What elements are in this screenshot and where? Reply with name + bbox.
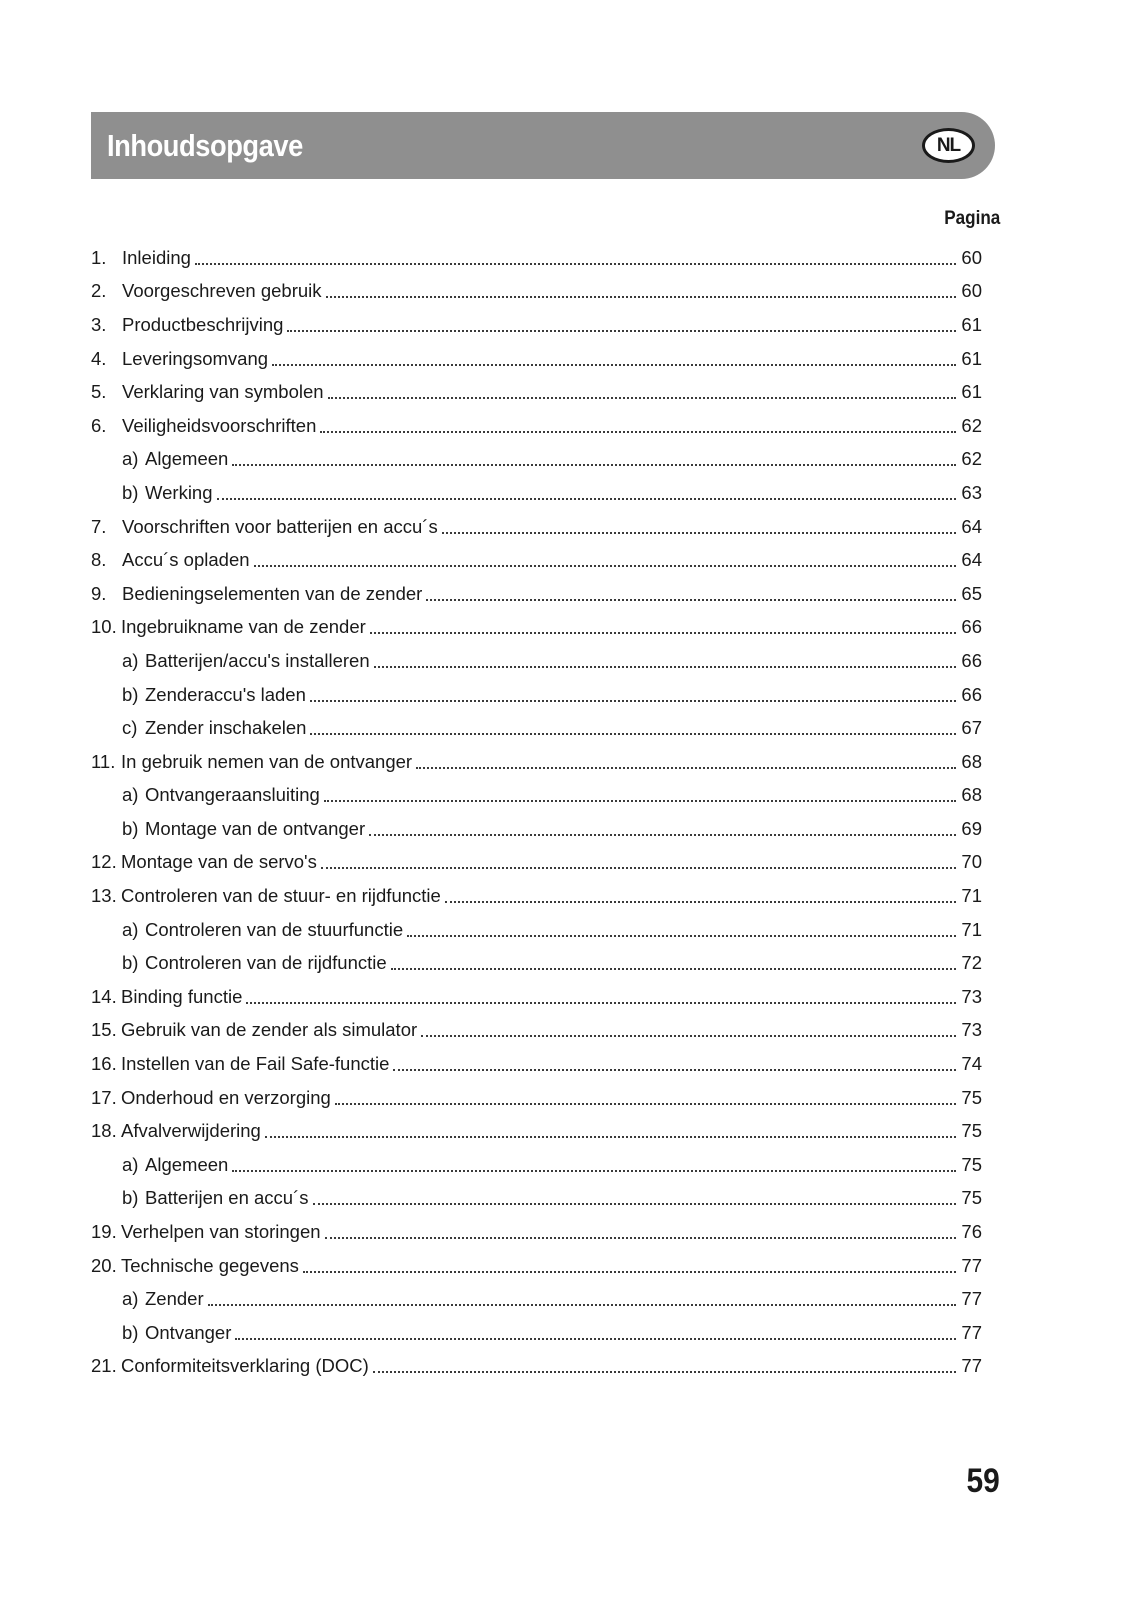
dot-leader (313, 1203, 956, 1205)
toc-entry-number: 4. (91, 347, 107, 369)
dot-leader (232, 464, 956, 466)
toc-entry-title: Accu´s opladen (122, 549, 250, 571)
toc-entry-title: Ontvangeraansluiting (145, 784, 320, 806)
toc-entry-page: 75 (961, 1187, 982, 1209)
toc-entry-number: a) (122, 1153, 139, 1175)
dot-leader (324, 800, 956, 802)
toc-entry-title: Conformiteitsverklaring (DOC) (121, 1355, 369, 1377)
toc-entry-page: 62 (961, 414, 982, 436)
toc-entry[interactable] (91, 1114, 982, 1148)
toc-subentry[interactable] (91, 946, 982, 980)
dot-leader (326, 296, 956, 298)
toc-entry-page: 60 (961, 280, 982, 302)
toc-entry-page: 75 (961, 1086, 982, 1108)
toc-entry-number: a) (122, 448, 139, 470)
toc-subentry[interactable] (91, 779, 982, 813)
toc-entry-title: Productbeschrijving (122, 313, 284, 335)
toc-entry-page: 60 (961, 246, 982, 268)
dot-leader (310, 733, 956, 735)
toc-entry-title: Controleren van de stuur- en rijdfunctie (121, 885, 441, 907)
toc-entry-title: Algemeen (145, 1153, 229, 1175)
toc-subentry[interactable] (91, 1148, 982, 1182)
toc-entry-page: 66 (961, 616, 982, 638)
dot-leader (195, 263, 956, 265)
dot-leader (321, 867, 956, 869)
toc-entry[interactable] (91, 375, 982, 409)
toc-entry[interactable] (91, 543, 982, 577)
toc-entry-title: Verhelpen van storingen (121, 1221, 321, 1243)
page-number: 59 (966, 1462, 1000, 1500)
toc-subentry[interactable] (91, 1282, 982, 1316)
language-badge-label: NL (936, 134, 961, 156)
toc-entry-title: Batterijen en accu´s (145, 1187, 309, 1209)
toc-entry-number: 20. (91, 1254, 117, 1276)
page-column-label: Pagina (943, 208, 1000, 229)
dot-leader (445, 901, 956, 903)
dot-leader (217, 498, 956, 500)
dot-leader (426, 599, 956, 601)
toc-entry-page: 75 (961, 1120, 982, 1142)
toc-subentry[interactable] (91, 711, 982, 745)
toc-entry-page: 75 (961, 1153, 982, 1175)
toc-subentry[interactable] (91, 644, 982, 678)
toc-entry-number: 15. (91, 1019, 117, 1041)
toc-entry-title: Controleren van de stuurfunctie (145, 918, 404, 940)
toc-entry-title: Batterijen/accu's installeren (145, 649, 370, 671)
toc-entry-number: 9. (91, 582, 107, 604)
toc-subentry[interactable] (91, 812, 982, 846)
toc-entry-title: Onderhoud en verzorging (121, 1086, 331, 1108)
toc-entry-title: Voorgeschreven gebruik (122, 280, 322, 302)
toc-subentry[interactable] (91, 1182, 982, 1216)
page-title: Inhoudsopgave (107, 128, 303, 163)
toc-entry-number: a) (122, 918, 139, 940)
toc-entry[interactable] (91, 342, 982, 376)
toc-entry-title: Instellen van de Fail Safe-functie (121, 1053, 390, 1075)
toc-entry-number: 21. (91, 1355, 117, 1377)
dot-leader (374, 666, 956, 668)
toc-entry-page: 73 (961, 985, 982, 1007)
toc-entry-number: 12. (91, 851, 117, 873)
toc-entry-number: b) (122, 481, 139, 503)
toc-entry-number: 1. (91, 246, 107, 268)
toc-entry-title: Bedieningselementen van de zender (122, 582, 423, 604)
toc-entry-title: Algemeen (145, 448, 229, 470)
toc-entry-title: Leveringsomvang (122, 347, 269, 369)
toc-entry-page: 61 (961, 313, 982, 335)
toc-entry[interactable] (91, 1215, 982, 1249)
toc-subentry[interactable] (91, 1316, 982, 1350)
toc-subentry[interactable] (91, 476, 982, 510)
toc-entry-page: 77 (961, 1321, 982, 1343)
toc-entry-title: Verklaring van symbolen (122, 381, 324, 403)
toc-entry[interactable] (91, 1350, 982, 1384)
toc-entry-page: 69 (961, 817, 982, 839)
dot-leader (369, 834, 956, 836)
toc-entry-title: Afvalverwijdering (121, 1120, 261, 1142)
toc-entry-title: Montage van de ontvanger (145, 817, 366, 839)
toc-entry-title: Ingebruikname van de zender (121, 616, 366, 638)
dot-leader (246, 1002, 956, 1004)
toc-entry[interactable] (91, 275, 982, 309)
toc-entry-number: 17. (91, 1086, 117, 1108)
toc-entry-page: 66 (961, 683, 982, 705)
dot-leader (320, 431, 956, 433)
toc-entry[interactable] (91, 745, 982, 779)
toc-entry-page: 73 (961, 1019, 982, 1041)
toc-entry[interactable] (91, 241, 982, 275)
toc-entry-number: a) (122, 1288, 139, 1310)
dot-leader (328, 397, 956, 399)
toc-entry-page: 64 (961, 515, 982, 537)
toc-subentry[interactable] (91, 443, 982, 477)
toc-entry-page: 77 (961, 1288, 982, 1310)
toc-entry-title: Zenderaccu's laden (145, 683, 306, 705)
dot-leader (235, 1338, 956, 1340)
toc-entry-title: Veiligheidsvoorschriften (122, 414, 317, 436)
toc-entry-title: Gebruik van de zender als simulator (121, 1019, 418, 1041)
toc-entry-number: 19. (91, 1221, 117, 1243)
toc-entry-page: 74 (961, 1053, 982, 1075)
dot-leader (265, 1136, 956, 1138)
toc-entry-title: Technische gegevens (121, 1254, 299, 1276)
toc-entry-page: 62 (961, 448, 982, 470)
dot-leader (335, 1103, 956, 1105)
toc-entry-title: Montage van de servo's (121, 851, 317, 873)
toc-entry-page: 77 (961, 1355, 982, 1377)
toc-entry[interactable] (91, 611, 982, 645)
toc-entry-number: 10. (91, 616, 117, 638)
toc-entry-number: 8. (91, 549, 107, 571)
toc-entry-title: Ontvanger (145, 1321, 232, 1343)
toc-entry-page: 67 (961, 717, 982, 739)
dot-leader (421, 1035, 956, 1037)
toc-entry-title: Zender inschakelen (145, 717, 307, 739)
toc-entry-number: b) (122, 683, 139, 705)
table-of-contents (91, 241, 982, 1383)
toc-entry-title: Werking (145, 481, 213, 503)
toc-entry-page: 63 (961, 481, 982, 503)
dot-leader (416, 767, 956, 769)
toc-entry-page: 70 (961, 851, 982, 873)
toc-entry-number: 5. (91, 381, 107, 403)
toc-entry-number: a) (122, 649, 139, 671)
toc-entry-number: 6. (91, 414, 107, 436)
toc-entry-title: Zender (145, 1288, 204, 1310)
toc-entry-page: 68 (961, 750, 982, 772)
dot-leader (373, 1371, 956, 1373)
toc-entry[interactable] (91, 1081, 982, 1115)
toc-entry[interactable] (91, 1047, 982, 1081)
toc-entry-number: b) (122, 1187, 139, 1209)
toc-entry-page: 77 (961, 1254, 982, 1276)
toc-entry-title: Binding functie (121, 985, 243, 1007)
toc-entry-number: 18. (91, 1120, 117, 1142)
toc-entry-number: b) (122, 952, 139, 974)
dot-leader (325, 1237, 956, 1239)
toc-entry-number: b) (122, 1321, 139, 1343)
toc-entry-number: b) (122, 817, 139, 839)
toc-entry[interactable] (91, 846, 982, 880)
toc-entry-title: Inleiding (122, 246, 191, 268)
toc-entry-number: 16. (91, 1053, 117, 1075)
dot-leader (370, 632, 956, 634)
toc-entry-number: 3. (91, 313, 107, 335)
toc-entry[interactable] (91, 577, 982, 611)
toc-entry[interactable] (91, 308, 982, 342)
toc-entry-page: 76 (961, 1221, 982, 1243)
toc-entry[interactable] (91, 510, 982, 544)
toc-entry-page: 64 (961, 549, 982, 571)
toc-entry-number: 7. (91, 515, 107, 537)
toc-entry-number: 2. (91, 280, 107, 302)
toc-subentry[interactable] (91, 913, 982, 947)
dot-leader (391, 968, 956, 970)
toc-entry-page: 72 (961, 952, 982, 974)
dot-leader (208, 1304, 956, 1306)
toc-entry-number: 11. (91, 750, 116, 772)
toc-entry-page: 65 (961, 582, 982, 604)
dot-leader (232, 1170, 956, 1172)
toc-entry-page: 71 (961, 918, 982, 940)
toc-entry-number: 13. (91, 885, 117, 907)
language-badge (922, 128, 975, 163)
toc-entry[interactable] (91, 879, 982, 913)
dot-leader (303, 1271, 956, 1273)
toc-entry-title: In gebruik nemen van de ontvanger (121, 750, 413, 772)
toc-entry-number: a) (122, 784, 139, 806)
toc-entry[interactable] (91, 1249, 982, 1283)
toc-entry-page: 61 (961, 381, 982, 403)
toc-entry[interactable] (91, 980, 982, 1014)
toc-entry-number: c) (122, 717, 138, 739)
toc-entry-number: 14. (91, 985, 117, 1007)
dot-leader (442, 532, 956, 534)
dot-leader (393, 1069, 956, 1071)
toc-entry-page: 71 (961, 885, 982, 907)
toc-entry-page: 68 (961, 784, 982, 806)
toc-entry-title: Voorschriften voor batterijen en accu´s (122, 515, 438, 537)
section-header-bar (91, 112, 995, 179)
dot-leader (407, 935, 956, 937)
dot-leader (272, 364, 956, 366)
toc-entry-page: 66 (961, 649, 982, 671)
toc-entry[interactable] (91, 409, 982, 443)
toc-entry-page: 61 (961, 347, 982, 369)
dot-leader (254, 565, 956, 567)
dot-leader (287, 330, 956, 332)
toc-entry-title: Controleren van de rijdfunctie (145, 952, 387, 974)
toc-entry[interactable] (91, 1014, 982, 1048)
dot-leader (310, 700, 956, 702)
toc-subentry[interactable] (91, 678, 982, 712)
